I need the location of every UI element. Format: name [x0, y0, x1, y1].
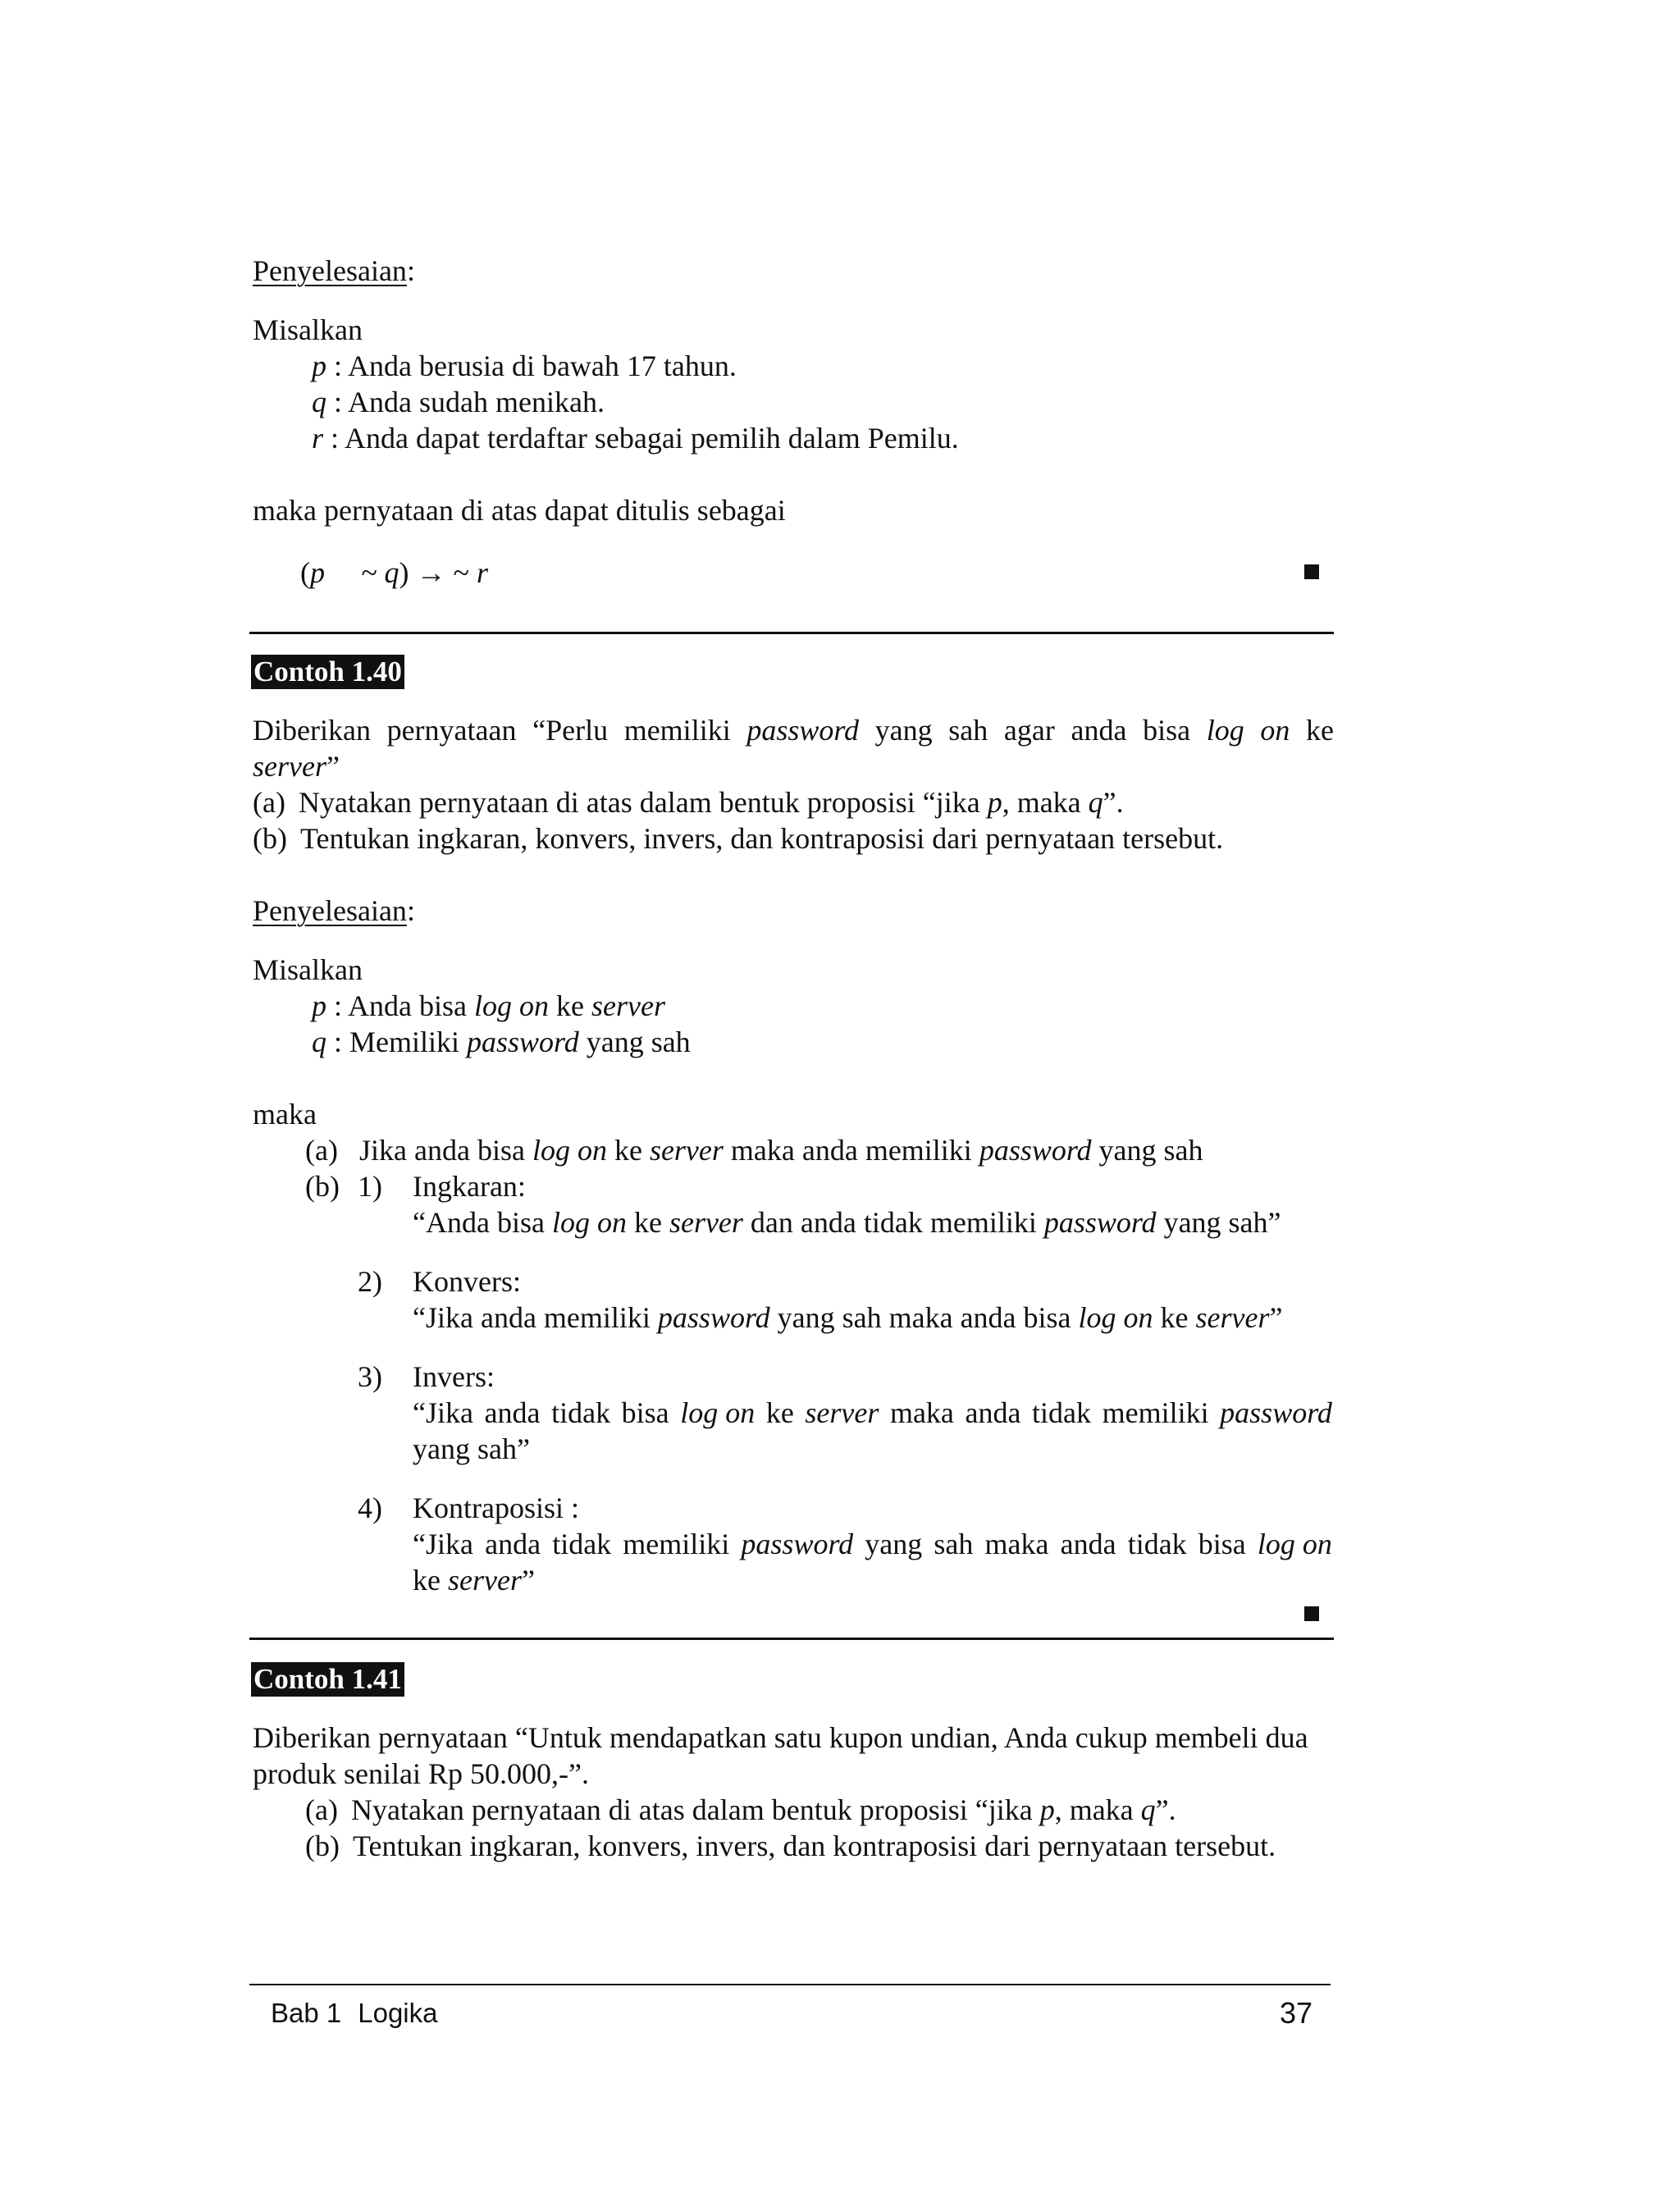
formula: (p ~ q) → ~ r — [300, 556, 488, 589]
statement-line-2: server” — [253, 750, 340, 783]
page-number: 37 — [1280, 1996, 1313, 2030]
invers-text-line-1: “Jika anda tidak bisa log on ke server maka anda tidak memiliki password — [413, 1396, 1332, 1429]
answer-a: Jika anda bisa log on ke server maka anda memiliki password yang sah — [359, 1134, 1203, 1167]
maka-text: maka — [253, 1098, 317, 1131]
var-p-line: p : Anda bisa log on ke server — [312, 989, 665, 1022]
let-intro: Misalkan — [253, 953, 363, 986]
result-text: maka pernyataan di atas dapat ditulis sebagai — [253, 494, 786, 527]
konvers-text: “Jika anda memiliki password yang sah maka anda bisa log on ke server” — [413, 1301, 1283, 1334]
end-of-proof-square — [1304, 564, 1319, 579]
answer-a-mark: (a) — [305, 1134, 338, 1167]
solution-heading: Penyelesaian: — [253, 894, 415, 927]
statement-line-1: Diberikan pernyataan “Untuk mendapatkan satu kupon undian, Anda cukup membeli dua — [253, 1721, 1308, 1754]
question-b: (b) Tentukan ingkaran, konvers, invers, dan kontraposisi dari pernyataan tersebut. — [253, 822, 1224, 855]
invers-text-line-2: yang sah” — [413, 1432, 530, 1465]
example-label: Contoh 1.41 — [251, 1662, 404, 1697]
statement-line-1: Diberikan pernyataan “Perlu memiliki password yang sah agar anda bisa log on ke — [253, 714, 1334, 747]
ingkaran-text: “Anda bisa log on ke server dan anda tidak memiliki password yang sah” — [413, 1206, 1281, 1239]
kontraposisi-text-line-1: “Jika anda tidak memiliki password yang sah maka anda tidak bisa log on — [413, 1528, 1332, 1560]
var-q-line: q : Memiliki password yang sah — [312, 1026, 691, 1058]
sub-title-invers: Invers: — [413, 1360, 495, 1393]
sub-number: 4) — [358, 1492, 382, 1524]
question-b: (b) Tentukan ingkaran, konvers, invers, dan kontraposisi dari pernyataan tersebut. — [305, 1830, 1276, 1862]
sub-title-kontraposisi: Kontraposisi : — [413, 1492, 579, 1524]
statement-line-2: produk senilai Rp 50.000,-”. — [253, 1757, 589, 1790]
sub-title-konvers: Konvers: — [413, 1265, 521, 1298]
let-intro: Misalkan — [253, 313, 363, 346]
footer-chapter: Bab 1 Logika — [271, 1998, 438, 2028]
sub-number: 1) — [358, 1170, 382, 1203]
kontraposisi-text-line-2: ke server” — [413, 1564, 535, 1597]
footer-rule — [249, 1984, 1331, 1985]
section-divider — [249, 1638, 1334, 1640]
question-a: (a) Nyatakan pernyataan di atas dalam bentuk proposisi “jika p, maka q”. — [253, 786, 1124, 819]
sub-number: 2) — [358, 1265, 382, 1298]
example-label: Contoh 1.40 — [251, 655, 404, 689]
question-a: (a) Nyatakan pernyataan di atas dalam bentuk proposisi “jika p, maka q”. — [305, 1793, 1176, 1826]
answer-b-mark: (b) — [305, 1170, 340, 1203]
solution-heading: Penyelesaian: — [253, 254, 415, 287]
section-divider — [249, 632, 1334, 634]
var-r-line: r : Anda dapat terdaftar sebagai pemilih dalam Pemilu. — [312, 422, 959, 455]
var-q-line: q : Anda sudah menikah. — [312, 386, 605, 418]
end-of-proof-square — [1304, 1606, 1319, 1621]
sub-title-ingkaran: Ingkaran: — [413, 1170, 526, 1203]
var-p-line: p : Anda berusia di bawah 17 tahun. — [312, 349, 737, 382]
sub-number: 3) — [358, 1360, 382, 1393]
